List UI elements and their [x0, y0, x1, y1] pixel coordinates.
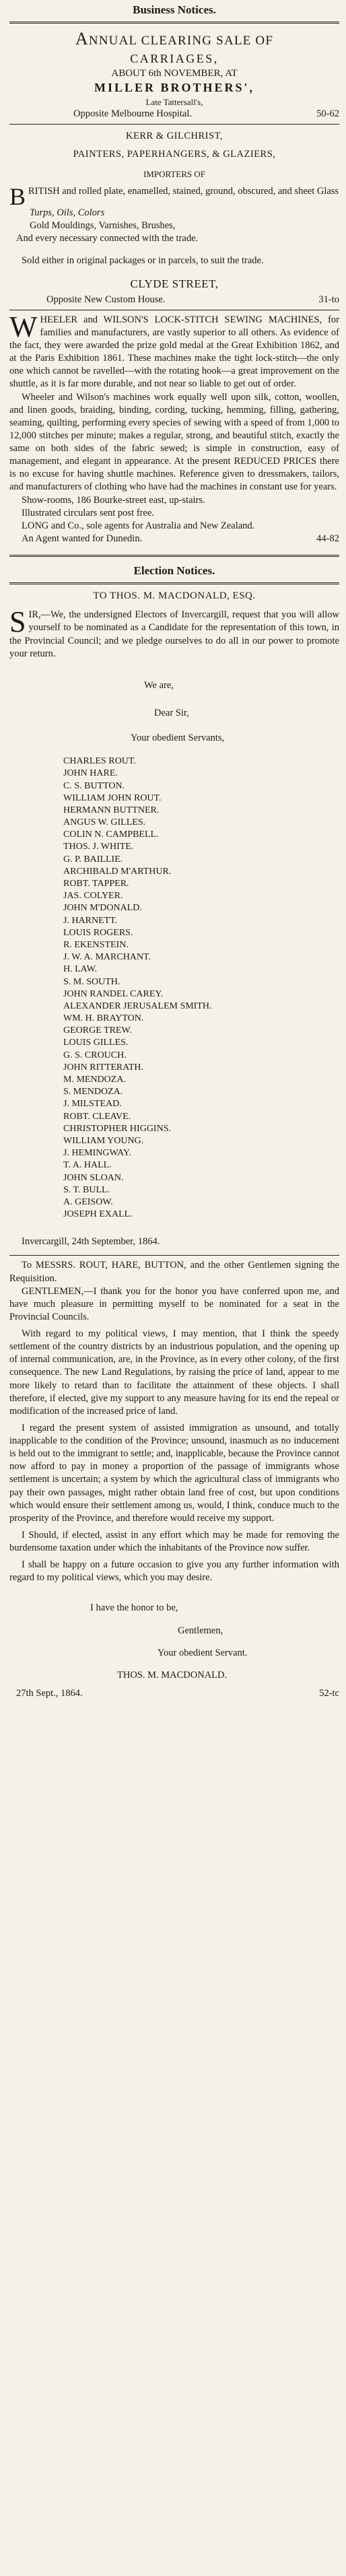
signatory-name: J. MILSTEAD. — [63, 1099, 122, 1110]
reply-footer — [9, 1687, 339, 1700]
wheeler-agent-wanted: An Agent wanted for Dunedin. — [22, 533, 143, 544]
signatory-name: JOHN SLOAN. — [63, 1172, 124, 1183]
kerr-gilchrist-ad — [9, 130, 339, 306]
wheeler-circulars: Illustrated circulars sent post free. — [22, 507, 154, 518]
signatory-name: WILLIAM JOHN ROUT. — [63, 792, 162, 803]
signatories-list — [9, 755, 339, 1221]
clearing-initial: A — [75, 29, 89, 49]
signatory-name: ANGUS W. GILLES. — [63, 817, 146, 828]
reply-letter — [9, 1259, 339, 1700]
signatory-name: GEORGE TREW. — [63, 1025, 132, 1036]
signatory-name: JOSEPH EXALL. — [63, 1209, 133, 1220]
clearing-ref: 50-62 — [316, 108, 339, 120]
honor-line: I have the honor to be, — [90, 1602, 178, 1614]
signatory-name: H. LAW. — [63, 964, 98, 975]
signatory-name: ARCHIBALD M'ARTHUR. — [63, 866, 172, 877]
signatory-name: THOS. J. WHITE. — [63, 842, 134, 852]
servant-line: Your obedient Servant. — [158, 1647, 248, 1658]
wheeler-initial: W — [9, 310, 38, 343]
signatory-name: J. W. A. MARCHANT. — [63, 952, 151, 963]
reply-para1: GENTLEMEN,—I thank you for the honor you have conferred upon me, and have much pleasure in permitting myself to be nominated for a seat in the Provincial Councils. — [9, 1285, 339, 1322]
kerr-body — [9, 182, 339, 210]
section-heading-business: Business Notices. — [133, 3, 216, 16]
signatory-name: LOUIS GILLES. — [63, 1038, 129, 1048]
wheeler-ref: 44-82 — [316, 533, 339, 544]
signatory-name: JOHN M'DONALD. — [63, 903, 142, 914]
clearing-line1 — [9, 28, 339, 50]
clearing-footer — [9, 108, 339, 121]
dear-sir: Dear Sir, — [154, 707, 189, 718]
signatory-name: A. GEISOW. — [63, 1196, 113, 1207]
signatory-name: J. HARNETT. — [63, 915, 118, 926]
kerr-street: CLYDE STREET, — [130, 277, 219, 291]
wheeler-wilson-ad — [9, 310, 339, 545]
wheeler-agents: LONG and Co., sole agents for Australia and New Zealand. — [22, 520, 255, 531]
signatory-name: C. S. BUTTON. — [63, 780, 125, 791]
clearing-sale-ad — [9, 28, 339, 121]
signature-line: THOS. M. MACDONALD. — [117, 1669, 228, 1681]
wheeler-para2: Wheeler and Wilson's machines work equally well upon silk, cotton, woollen, and linen goods, braiding, binding, cording, tucking, hemming, filling, gathering, seaming, quilting, performing every species of sewing with a speed of from 1,000 to 12,000 stitches per minute; makes a regular, strong, and beautiful stitch, exactly the same on both sides of the fabric sewed; is simple in construction, easy of management, and elegant in appearance. At the present REDUCED PRICES there is no excuse for having shuttle machines. Reference given to dressmakers, tailors, and manufacturers of clothing who have had the machines in constant use for years. — [9, 391, 339, 493]
kerr-line2: Turps, Oils, Colors — [30, 207, 105, 218]
signatory-name: T. A. HALL. — [63, 1160, 112, 1171]
clearing-line2: CARRIAGES, — [130, 51, 219, 65]
clearing-line6: Opposite Melbourne Hospital. — [73, 108, 192, 120]
signatory-name: G. S. CROUCH. — [63, 1050, 127, 1060]
signatory-name: R. EKENSTEIN. — [63, 939, 129, 950]
clearing-line1-rest: NNUAL CLEARING SALE OF — [88, 34, 274, 48]
kerr-line3: Gold Mouldings, Varnishes, Brushes, — [30, 219, 176, 231]
reply-para4: I Should, if elected, assist in any effort which may be made for removing the burdensome taxation under which the inhabitants of the Province now suffer. — [9, 1529, 339, 1554]
signatory-name: ROBT. CLEAVE. — [63, 1111, 131, 1122]
wheeler-para1-text: HEELER and WILSON'S LOCK-STITCH SEWING MACHINES, for families and manufacturers, are vastly superior to all others. As evidence of the fact, they were awarded the prize gold medal at the Great Exhibition 1862, and at the Paris Exhibition 1861. These machines make the tight lock-stitch—the only one which cannot be ravelled—with the rotating hook—a great improvement on the shuttle, as it is far more durable, and not near so liable to get out of order. — [9, 314, 339, 390]
divider — [9, 582, 339, 584]
we-are: We are, — [144, 679, 174, 691]
divider — [9, 555, 339, 557]
requisition-text: IR,—We, the undersigned Electors of Invercargill, request that you will allow yourself to be nominated as a Candidate for the representation of this town, in the Provincial Council; and we pledge ourselves to do all in our power to promote your return. — [9, 609, 339, 659]
footer-ref: 52-tc — [319, 1687, 339, 1699]
wheeler-showrooms: Show-rooms, 186 Bourke-street east, up-stairs. — [22, 494, 205, 506]
kerr-title: KERR & GILCHRIST, — [126, 131, 223, 142]
kerr-line4: And every necessary connected with the trade. — [16, 232, 199, 244]
signatory-name: LOUIS ROGERS. — [63, 927, 133, 938]
requisition-initial: S — [9, 605, 26, 639]
kerr-importers: IMPORTERS OF — [143, 168, 206, 179]
gentlemen-line: Gentlemen, — [178, 1625, 223, 1636]
clearing-line4: MILLER BROTHERS', — [94, 81, 255, 95]
signatory-name: M. MENDOZA. — [63, 1075, 126, 1085]
obedient-servants: Your obedient Servants, — [131, 733, 225, 744]
clearing-line5: Late Tattersall's, — [145, 97, 203, 108]
signatory-name: CHRISTOPHER HIGGINS. — [63, 1123, 171, 1134]
wheeler-footer — [9, 533, 339, 545]
reply-para3: I regard the present system of assisted immigration as unsound, and totally inapplicable to the condition of the Province; unsound, inasmuch as no inducement is held out to the immigrant to settle; and, inapplicable, because the Province cannot now afford to pay in money a proportion of the passage of immigrants whose settlement is uncertain; a system by which the agricultural class of immigrants who pay their own passages, might rather obtain land free of cost, but upon conditions which would ensure their settlement among us, would, I think, conduce much to the prosperity of the Province, and therefore would receive my support. — [9, 1422, 339, 1524]
requisition-body — [9, 605, 339, 660]
signatory-name: S. MENDOZA. — [63, 1087, 123, 1097]
signatory-name: COLIN N. CAMPBELL. — [63, 829, 159, 840]
divider — [9, 22, 339, 24]
signatory-name: J. HEMINGWAY. — [63, 1148, 131, 1159]
signatory-name: G. P. BAILLIE. — [63, 854, 123, 865]
kerr-initial: B — [9, 182, 26, 210]
signatory-name: JOHN RANDEL CAREY. — [63, 988, 164, 999]
kerr-opposite: Opposite New Custom House. — [46, 294, 166, 305]
signatory-name: HERMANN BUTTNER. — [63, 805, 160, 815]
signatory-name: CHARLES ROUT. — [63, 756, 136, 767]
divider — [9, 124, 339, 125]
section-heading-election: Election Notices. — [133, 564, 215, 578]
signatory-name: JOHN RITTERATH. — [63, 1062, 143, 1073]
signatory-name: S. M. SOUTH. — [63, 976, 120, 987]
clearing-line3: ABOUT 6th NOVEMBER, AT — [111, 67, 238, 79]
kerr-body-text: RITISH and rolled plate, enamelled, stained, ground, obscured, and sheet Glass — [28, 185, 339, 197]
reply-para2: With regard to my political views, I may mention, that I think the speedy settlement of the country districts by an industrious population, and the opening up of internal communication, are, in the Province, as in every other colony, of the first consequence. The new Land Regulations, by raising the price of land, appear to me more likely to retard than to facilitate the attainment of these objects. I shall therefore, if elected, give my support to any measure having for its end the repeal or modification of the increased price of land. — [9, 1328, 339, 1417]
signatory-name: ROBT. TAPPER. — [63, 879, 129, 889]
signatory-name: WILLIAM YOUNG. — [63, 1135, 144, 1146]
footer-date: 27th Sept., 1864. — [16, 1687, 83, 1699]
reply-to: To MESSRS. ROUT, HARE, BUTTON, and the other Gentlemen signing the Requisition. — [9, 1260, 339, 1284]
kerr-note: Sold either in original packages or in parcels, to suit the trade. — [22, 255, 264, 267]
requisition-to: TO THOS. M. MACDONALD, ESQ. — [93, 590, 256, 602]
signatory-name: JAS. COLYER. — [63, 891, 123, 902]
kerr-footer — [9, 294, 339, 306]
requisition-date: Invercargill, 24th September, 1864. — [22, 1236, 160, 1248]
kerr-ref: 31-to — [318, 294, 339, 305]
reply-para5: I shall be happy on a future occasion to give you any further information with regard to my political views, which you may desire. — [9, 1559, 339, 1584]
wheeler-para1 — [9, 310, 339, 391]
signatory-name: WM. H. BRAYTON. — [63, 1013, 144, 1024]
divider — [9, 1255, 339, 1256]
signatory-name: ALEXANDER JERUSALEM SMITH. — [63, 1001, 212, 1011]
requisition — [9, 590, 339, 1248]
signatory-name: S. T. BULL. — [63, 1184, 110, 1195]
kerr-trades: PAINTERS, PAPERHANGERS, & GLAZIERS, — [73, 149, 276, 160]
signatory-name: JOHN HARE. — [63, 768, 118, 779]
